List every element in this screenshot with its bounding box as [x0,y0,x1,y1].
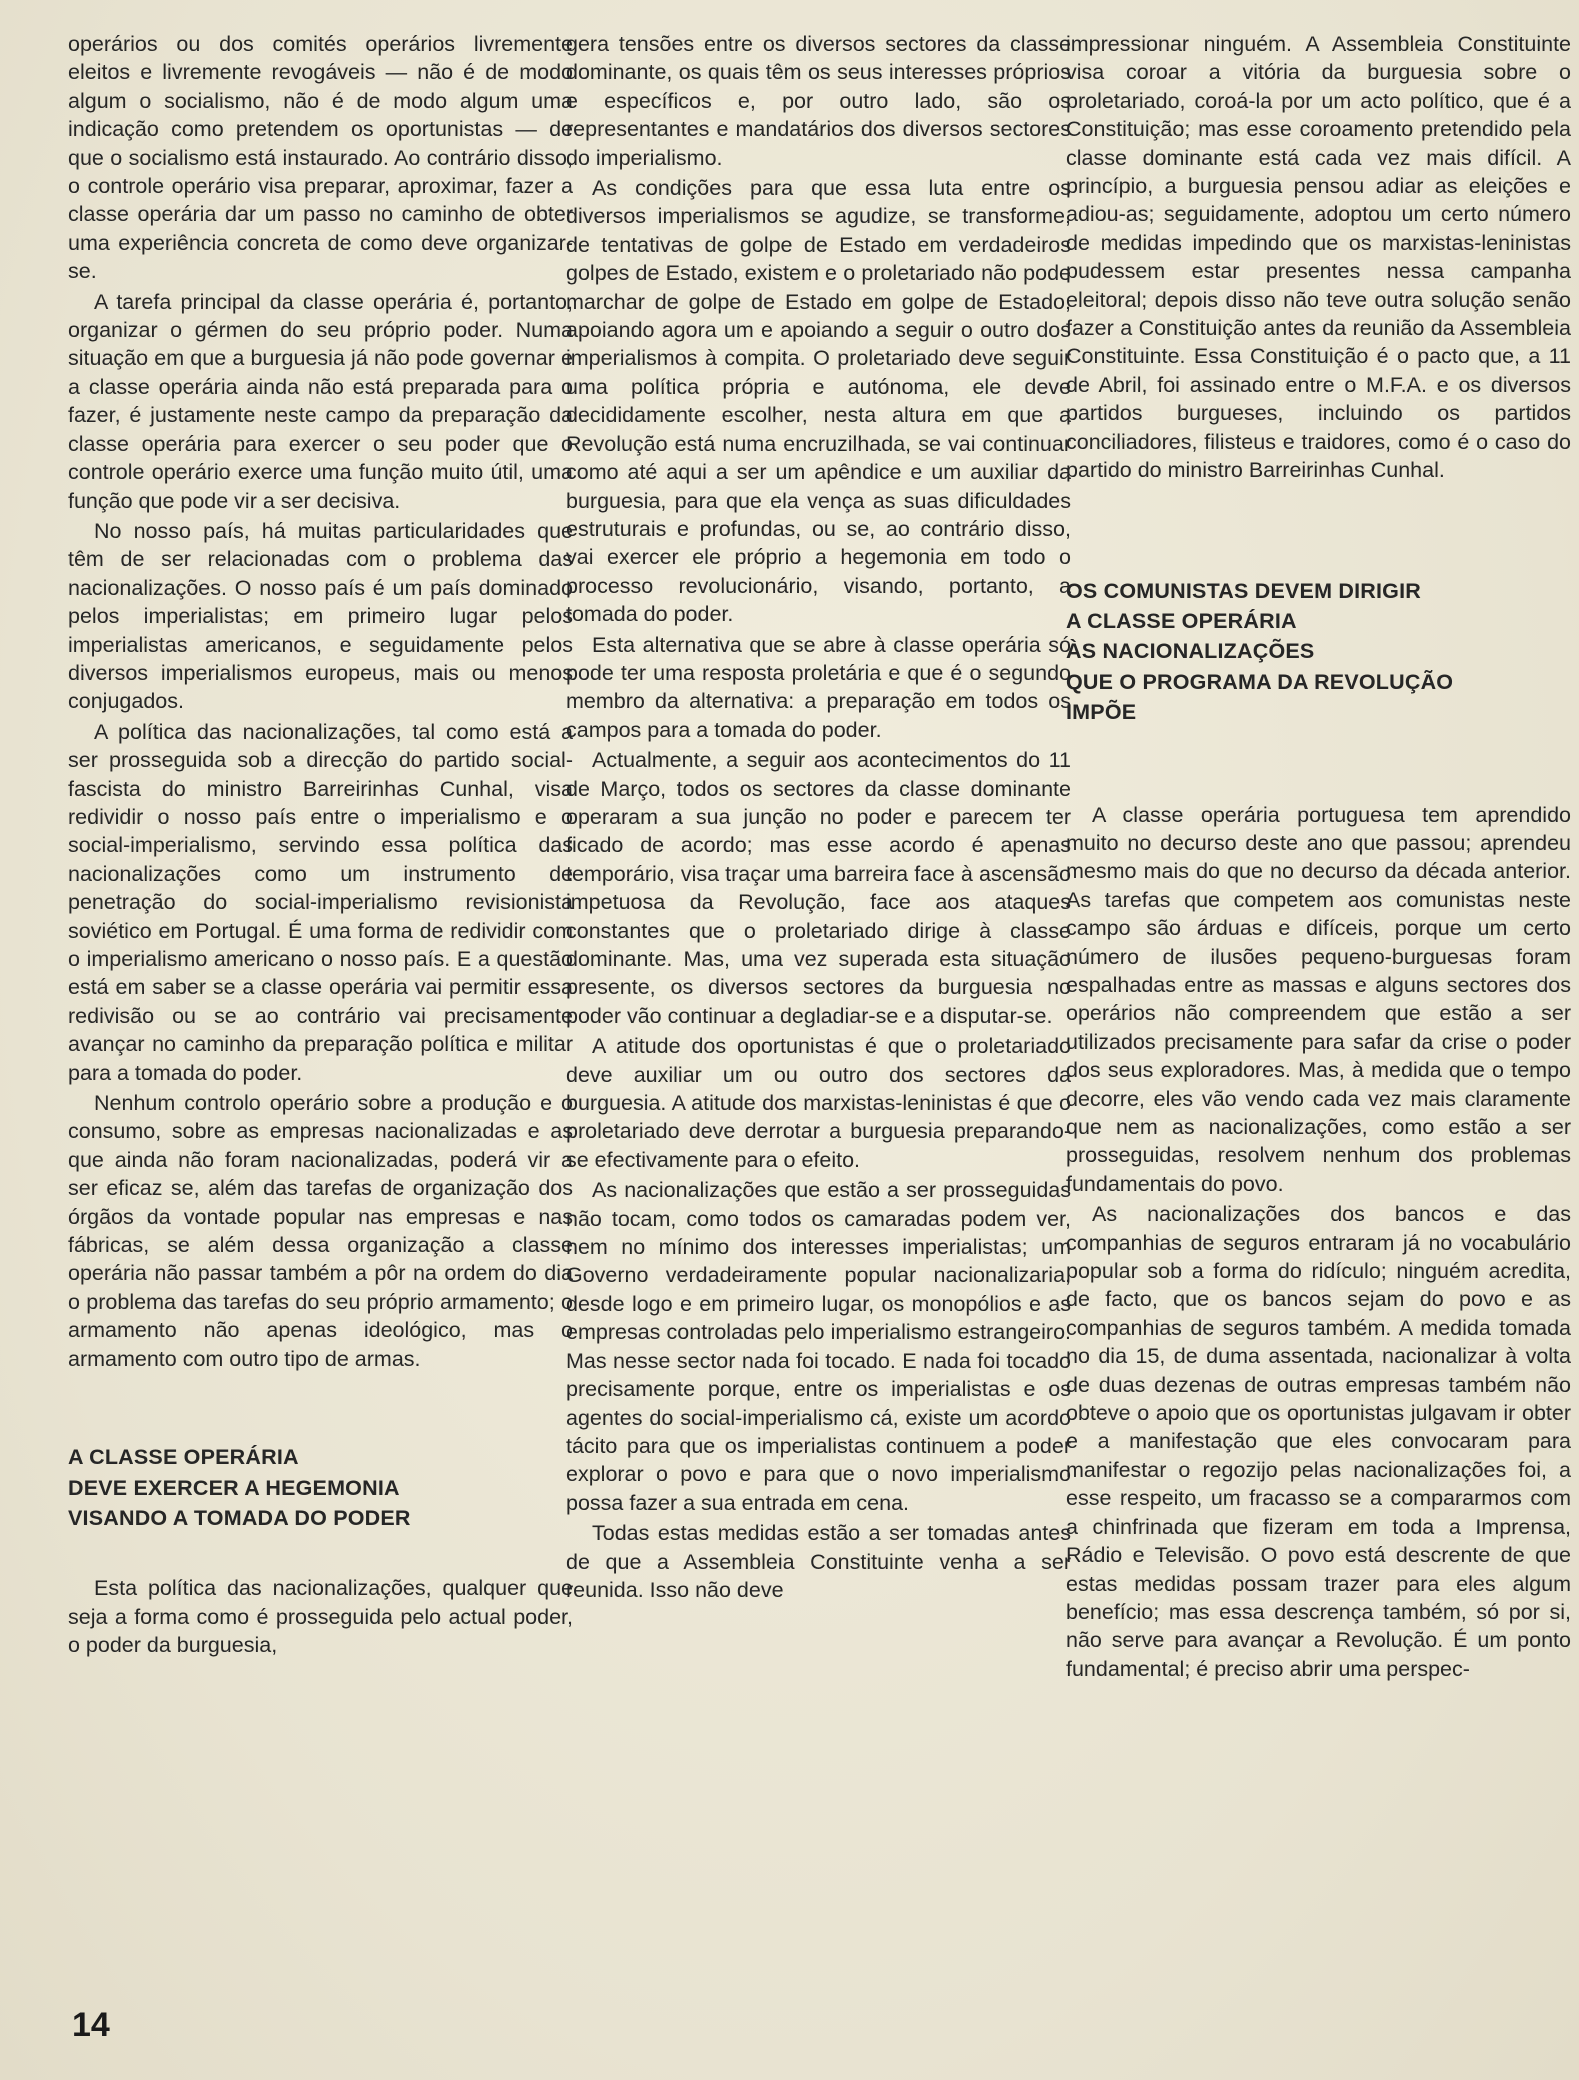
heading-line: ÀS NACIONALIZAÇÕES [1066,639,1315,664]
heading-line: VISANDO A TOMADA DO PODER [68,1505,411,1530]
paragraph: A atitude dos oportunistas é que o proletariado deve auxiliar um ou outro dos sectores da burguesia. A atitude dos marxistas-leninistas é que o proletariado deve derrotar a burguesia preparando-se efectivamente para o efeito. [566,1034,1071,1172]
paragraph: Esta alternativa que se abre à classe operária só pode ter uma resposta proletária e que é o segundo membro da alternativa: a preparação em todos os campos para a tomada do poder. [566,632,1071,742]
column-3 [1066,30,1571,1683]
heading-line: OS COMUNISTAS DEVEM DIRIGIR [1066,578,1421,603]
page-number: 14 [72,2006,110,2044]
section-heading [68,1443,573,1532]
paragraph: Todas estas medidas estão a ser tomadas antes de que a Assembleia Constituinte venha a ser reunida. Isso não deve [566,1521,1071,1602]
paragraph: As condições para que essa luta entre os diversos imperialismos se agudize, se transforme, de tentativas de golpe de Estado em verdadeiros golpes de Estado, existem e o proletariado não pode marchar de golpe de Estado em golpe de Estado, apoiando agora um e apoiando a seguir o outro dos imperialismos à compita. O proletariado deve seguir uma política própria e autónoma, ele deve decididamente escolher, nesta altura em que a Revolução está numa encruzilhada, se vai continuar como até aqui a ser um apêndice e um auxiliar da burguesia, para que ela vença as suas dificuldades estruturais e profundas, ou se, ao contrário disso, vai exercer ele próprio a hegemonia em todo o processo revolucionário, visando, portanto, a tomada do poder. [566,176,1071,627]
paragraph: A classe operária portuguesa tem aprendido muito no decurso deste ano que passou; aprendeu mesmo mais do que no decurso da década anterior. As tarefas que competem aos comunistas neste campo são árduas e difíceis, porque um certo número de ilusões pequeno-burguesas foram espalhadas entre as massas e alguns sectores dos operários não compreendem que estão a ser utilizados precisamente para safar da crise o poder dos seus exploradores. Mas, à medida que o tempo decorre, eles vão vendo cada vez mais claramente que nem as nacionalizações, como estão a ser prosseguidas, resolvem nenhum dos problemas fundamentais do povo. [1066,802,1571,1196]
heading-line: A CLASSE OPERÁRIA [68,1445,299,1470]
heading-line: DEVE EXERCER A HEGEMONIA [68,1475,400,1500]
heading-line: A CLASSE OPERÁRIA [1066,608,1297,633]
paragraph: gera tensões entre os diversos sectores da classe dominante, os quais têm os seus interesses próprios e específicos e, por outro lado, são os representantes e mandatários dos diversos sectores do imperialismo. [566,32,1071,170]
paragraph: A tarefa principal da classe operária é, portanto, organizar o gérmen do seu próprio poder. Numa situação em que a burguesia já não pode governar e a classe operária ainda não está preparada para o fazer, é justamente neste campo da preparação da classe operária para exercer o seu poder que o controle operário exerce uma função muito útil, uma função que pode vir a ser decisiva. [68,289,573,513]
paragraph: No nosso país, há muitas particularidades que têm de ser relacionadas com o problema das nacionalizações. O nosso país é um país dominado pelos imperialistas; em primeiro lugar pelos imperialistas americanos, e seguidamente pelos diversos imperialismos europeus, mais ou menos conjugados. [68,518,573,714]
paragraph: As nacionalizações que estão a ser prosseguidas não tocam, como todos os camaradas podem ver, nem no mínimo dos interesses imperialistas; um Governo verdadeiramente popular nacionalizaria, desde logo e em primeiro lugar, os monopólios e as empresas controladas pelo imperialismo estrangeiro. Mas nesse sector nada foi tocado. E nada foi tocado precisamente porque, entre os imperialistas e os agentes do social-imperialismo cá, existe um acordo tácito para que os imperialistas continuem a poder explorar o povo e para que o novo imperialismo possa fazer a sua entrada em cena. [566,1178,1071,1515]
column-1 [68,30,573,1660]
section-heading [1066,577,1571,727]
paragraph: operários ou dos comités operários livremente eleitos e livremente revogáveis — não é de modo algum o socialismo, não é de modo algum uma indicação como pretendem os oportunistas — de que o socialismo está instaurado. Ao contrário disso, o controle operário visa preparar, aproximar, fazer a classe operária dar um passo no caminho de obter uma experiência concreta de como deve organizar-se. [68,32,573,284]
heading-line: QUE O PROGRAMA DA REVOLUÇÃO [1066,669,1454,694]
heading-line: IMPÕE [1066,700,1137,725]
paragraph: As nacionalizações dos bancos e das companhias de seguros entraram já no vocabulário popular sob a forma do ridículo; ninguém acredita, de facto, que os bancos sejam do povo e as companhias de seguros também. A medida tomada no dia 15, de duma assentada, nacionalizar à volta de duas dezenas de outras empresas também não obteve o apoio que os oportunistas julgavam ir obter e a manifestação que eles convocaram para manifestar o regozijo pelas nacionalizações foi, a esse respeito, um fracasso se a compararmos com a chinfrinada que fizeram em toda a Imprensa, Rádio e Televisão. O povo está descrente de que estas medidas possam trazer para eles algum benefício; mas essa descrença também, só por si, não serve para avançar a Revolução. É um ponto fundamental; é preciso abrir uma perspec- [1066,1202,1571,1681]
paragraph: Nenhum controlo operário sobre a produção e o consumo, sobre as empresas nacionalizadas e as que ainda não foram nacionalizadas, poderá vir a ser eficaz se, além das tarefas de organização dos órgãos da vontade popular nas empresas e nas fábricas, se além dessa organização a classe operária não passar também a pôr na ordem do dia o problema das tarefas do seu próprio armamento; o armamento não apenas ideológico, mas o armamento com outro tipo de armas. [68,1091,573,1371]
paragraph: Actualmente, a seguir aos acontecimentos do 11 de Março, todos os sectores da classe dominante operaram a sua junção no poder e parecem ter ficado de acordo; mas esse acordo é apenas temporário, visa traçar uma barreira face à ascensão impetuosa da Revolução, face aos ataques constantes que o proletariado dirige à classe dominante. Mas, uma vez superada esta situação presente, os diversos sectores da burguesia no poder vão continuar a degladiar-se e a disputar-se. [566,748,1071,1028]
paragraph: impressionar ninguém. A Assembleia Constituinte visa coroar a vitória da burguesia sobre o proletariado, coroá-la por um acto político, que é a Constituição; mas esse coroamento pretendido pela classe dominante está cada vez mais difícil. A princípio, a burguesia pensou adiar as eleições e adiou-as; seguidamente, adoptou um certo número de medidas impedindo que os marxistas-leninistas pudessem estar presentes nessa campanha eleitoral; depois disso não teve outra solução senão fazer a Constituição antes da reunião da Assembleia Constituinte. Essa Constituição é o pacto que, a 11 de Abril, foi assinado entre o M.F.A. e os diversos partidos burgueses, incluindo os partidos conciliadores, filisteus e traidores, como é o caso do partido do ministro Barreirinhas Cunhal. [1066,32,1571,483]
paragraph: A política das nacionalizações, tal como está a ser prosseguida sob a direcção do partido social-fascista do ministro Barreirinhas Cunhal, visa redividir o nosso país entre o imperialismo e o social-imperialismo, servindo essa política das nacionalizações como um instrumento de penetração do social-imperialismo revisionista soviético em Portugal. É uma forma de redividir com o imperialismo americano o nosso país. E a questão está em saber se a classe operária vai permitir essa redivisão ou se ao contrário vai precisamente avançar no caminho da preparação política e militar para a tomada do poder. [68,719,573,1085]
column-2 [566,30,1071,1604]
paragraph: Esta política das nacionalizações, qualquer que seja a forma como é prosseguida pelo actual poder, o poder da burguesia, [68,1576,573,1658]
